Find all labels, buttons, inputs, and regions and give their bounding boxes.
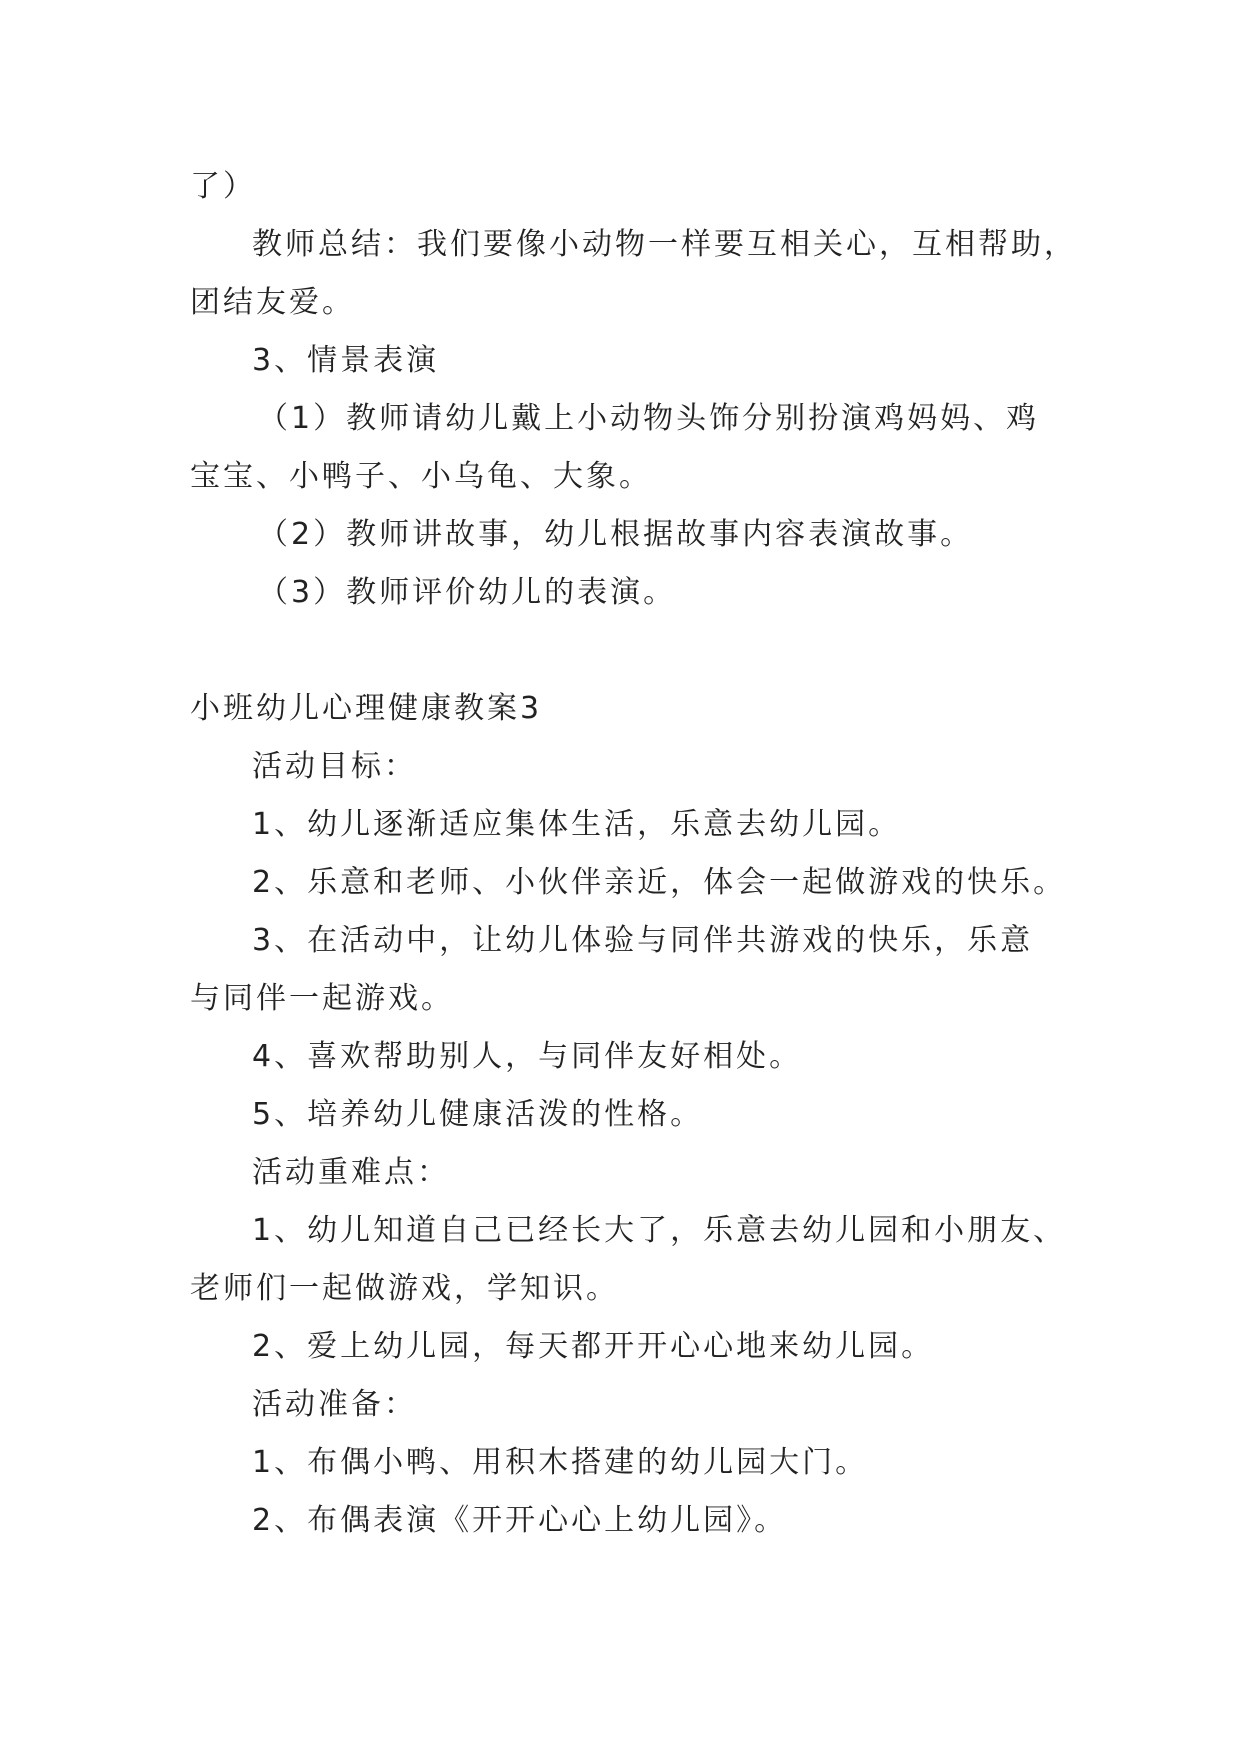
text-line: 活动准备： xyxy=(252,1387,417,1422)
text-line: 5、培养幼儿健康活泼的性格。 xyxy=(252,1097,704,1132)
text-line: 宝宝、小鸭子、小乌龟、大象。 xyxy=(190,459,652,494)
text-line: 教师总结：我们要像小动物一样要互相关心，互相帮助， xyxy=(252,227,1077,262)
text-line: （3）教师评价幼儿的表演。 xyxy=(258,575,677,610)
text-line: 老师们一起做游戏，学知识。 xyxy=(190,1271,619,1306)
text-line: （2）教师讲故事，幼儿根据故事内容表演故事。 xyxy=(258,517,974,552)
text-line: 3、情景表演 xyxy=(252,343,440,378)
text-line: 与同伴一起游戏。 xyxy=(190,981,454,1016)
text-line: 4、喜欢帮助别人，与同伴友好相处。 xyxy=(252,1039,803,1074)
text-line: 活动重难点： xyxy=(252,1155,450,1190)
document-body xyxy=(190,158,1077,1550)
text-line: 1、布偶小鸭、用积木搭建的幼儿园大门。 xyxy=(252,1445,869,1480)
section-gap xyxy=(190,622,1070,680)
text-line: （1）教师请幼儿戴上小动物头饰分别扮演鸡妈妈、鸡 xyxy=(258,401,1040,436)
text-line: 2、乐意和老师、小伙伴亲近，体会一起做游戏的快乐。 xyxy=(252,865,1067,900)
text-line: 团结友爱。 xyxy=(190,285,355,320)
text-line: 3、在活动中，让幼儿体验与同伴共游戏的快乐，乐意 xyxy=(252,923,1034,958)
section-title: 小班幼儿心理健康教案3 xyxy=(190,691,543,726)
text-line: 2、布偶表演《开开心心上幼儿园》。 xyxy=(252,1503,788,1538)
text-line: 活动目标： xyxy=(252,749,417,784)
text-line: 了） xyxy=(190,169,256,204)
text-line: 1、幼儿逐渐适应集体生活，乐意去幼儿园。 xyxy=(252,807,902,842)
text-line: 2、爱上幼儿园，每天都开开心心地来幼儿园。 xyxy=(252,1329,935,1364)
text-line: 1、幼儿知道自己已经长大了，乐意去幼儿园和小朋友、 xyxy=(252,1213,1067,1248)
